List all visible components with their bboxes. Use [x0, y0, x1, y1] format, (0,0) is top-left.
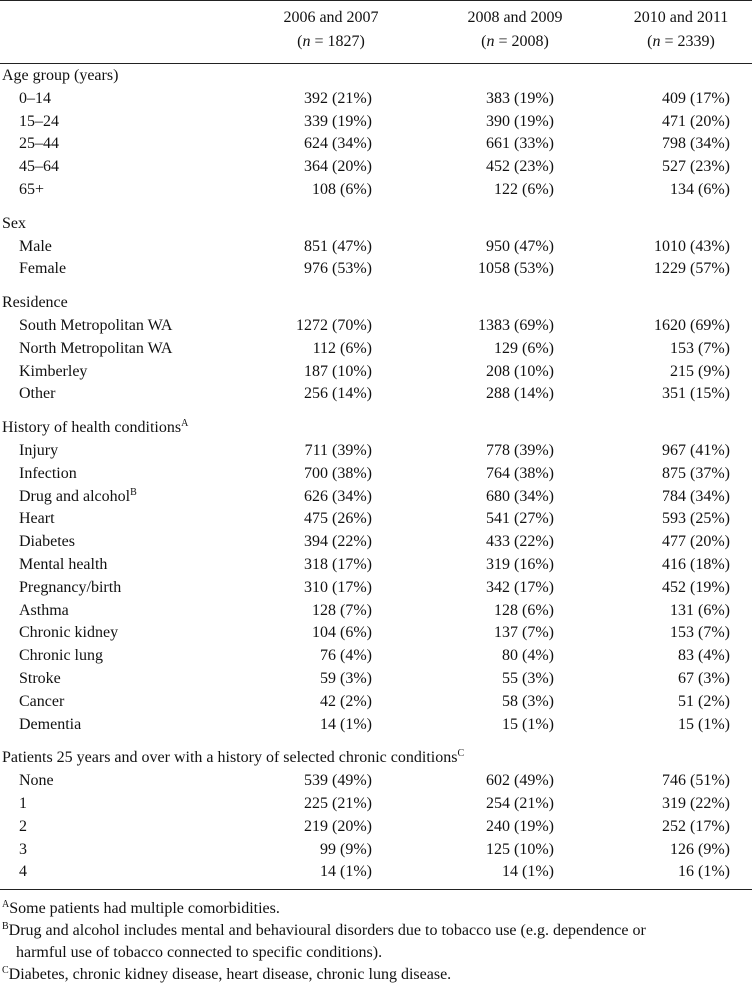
row-label-text: North Metropolitan WA [19, 339, 173, 357]
row-label-text: Asthma [19, 601, 69, 619]
table-cell: 318 (17%) [304, 555, 372, 573]
table-cell: 219 (20%) [304, 817, 372, 835]
row-label [19, 600, 69, 623]
table-cell: 950 (47%) [486, 237, 554, 255]
table-cell: 700 (38%) [304, 464, 372, 482]
table-cell: 153 (7%) [670, 624, 730, 642]
table-cell: 254 (21%) [486, 794, 554, 812]
table-cell: 153 (7%) [670, 339, 730, 357]
table-cell: 661 (33%) [486, 135, 554, 153]
table-cell: 14 (1%) [502, 863, 554, 881]
row-label [19, 440, 58, 463]
footnote-marker: C [457, 748, 465, 760]
table-footnotes [0, 898, 752, 986]
table-cell: 134 (6%) [670, 180, 730, 198]
footnote-text: Drug and alcohol includes mental and behavioural disorders due to tobacco use (e.g. dependence or [8, 922, 646, 939]
table-cell: 225 (21%) [304, 794, 372, 812]
table-cell: 851 (47%) [304, 237, 372, 255]
table-cell: 319 (16%) [486, 555, 554, 573]
group-heading-row [0, 747, 752, 770]
group-heading [2, 292, 68, 315]
row-label-text: Chronic kidney [19, 624, 119, 642]
column-header-count: (n = 2008) [481, 33, 549, 50]
table-row [0, 714, 752, 737]
row-label [19, 179, 44, 202]
row-label [19, 111, 59, 134]
group-heading-text: Patients 25 years and over with a history of selected chronic conditions [2, 749, 458, 767]
row-label-text: Injury [19, 441, 59, 459]
row-label [19, 258, 66, 281]
table-cell: 798 (34%) [662, 135, 730, 153]
footnote-marker: A [181, 418, 189, 430]
row-label [19, 668, 61, 691]
column-header-title: 2008 and 2009 [467, 9, 563, 26]
table-cell: 680 (34%) [486, 487, 554, 505]
row-label [19, 770, 54, 793]
row-label-text: Drug and alcohol [19, 487, 131, 505]
column-header-2008-2009 [440, 6, 590, 54]
table-cell: 252 (17%) [662, 817, 730, 835]
footnote [0, 964, 752, 986]
row-label-text: Male [19, 237, 52, 255]
table-row [0, 622, 752, 645]
table-cell: 99 (9%) [320, 840, 372, 858]
table-cell: 108 (6%) [312, 180, 372, 198]
table-cell: 875 (37%) [662, 464, 730, 482]
footnote-marker: B [130, 486, 137, 498]
table-row [0, 463, 752, 486]
table-top-rule [0, 0, 752, 1]
table-row [0, 383, 752, 406]
table-row [0, 668, 752, 691]
footnote-mark: C [2, 965, 9, 976]
table-cell: 128 (6%) [494, 601, 554, 619]
table-cell: 42 (2%) [320, 692, 372, 710]
table-cell: 624 (34%) [304, 135, 372, 153]
row-label [19, 236, 52, 259]
table-row [0, 179, 752, 202]
row-label [19, 645, 103, 668]
row-label [19, 793, 27, 816]
table-cell: 129 (6%) [494, 339, 554, 357]
table-row [0, 440, 752, 463]
row-label-text: Pregnancy/birth [19, 578, 122, 596]
table-cell: 131 (6%) [670, 601, 730, 619]
row-label-text: Cancer [19, 692, 65, 710]
row-label [19, 577, 121, 600]
table-cell: 383 (19%) [486, 89, 554, 107]
group-heading [2, 65, 118, 88]
table-bottom-rule [0, 889, 752, 890]
footnote-text: Diabetes, chronic kidney disease, heart disease, chronic lung disease. [8, 966, 452, 983]
group-heading [2, 747, 464, 770]
table-cell: 602 (49%) [486, 772, 554, 790]
row-label-text: Heart [19, 510, 55, 528]
table-cell: 475 (26%) [304, 510, 372, 528]
row-label-text: Infection [19, 464, 77, 482]
table-cell: 15 (1%) [502, 715, 554, 733]
table-row [0, 508, 752, 531]
group-heading-row [0, 65, 752, 88]
table-row [0, 645, 752, 668]
row-label-text: 3 [19, 840, 27, 858]
table-row [0, 816, 752, 839]
column-header-2006-2007 [256, 6, 406, 54]
table-cell: 80 (4%) [502, 647, 554, 665]
row-label-text: 45–64 [19, 158, 59, 176]
table-cell: 342 (17%) [486, 578, 554, 596]
table-cell: 541 (27%) [486, 510, 554, 528]
table-cell: 392 (21%) [304, 89, 372, 107]
table-cell: 83 (4%) [678, 647, 730, 665]
column-header-title: 2006 and 2007 [283, 9, 379, 26]
table-cell: 527 (23%) [662, 158, 730, 176]
table-cell: 112 (6%) [312, 339, 372, 357]
table-cell: 778 (39%) [486, 441, 554, 459]
row-label [19, 816, 27, 839]
table-cell: 394 (22%) [304, 533, 372, 551]
row-label-text: 4 [19, 863, 27, 881]
table-cell: 746 (51%) [662, 772, 730, 790]
table-row [0, 793, 752, 816]
row-label [19, 315, 172, 338]
table-cell: 339 (19%) [304, 112, 372, 130]
group-heading [2, 213, 26, 236]
table-row [0, 88, 752, 111]
row-label [19, 622, 118, 645]
table-row [0, 486, 752, 509]
row-label-text: 65+ [19, 180, 45, 198]
table-cell: 1620 (69%) [654, 316, 730, 334]
row-label [19, 839, 27, 862]
table-cell: 390 (19%) [486, 112, 554, 130]
table-cell: 967 (41%) [662, 441, 730, 459]
column-header-title: 2010 and 2011 [633, 9, 729, 26]
row-label-text: 1 [19, 794, 27, 812]
row-label [19, 861, 27, 884]
table-row [0, 691, 752, 714]
footnote-mark: B [2, 921, 9, 932]
table-row [0, 531, 752, 554]
table-row [0, 861, 752, 884]
table-row [0, 111, 752, 134]
table-cell: 433 (22%) [486, 533, 554, 551]
row-label-text: Other [19, 385, 56, 403]
table-cell: 126 (9%) [670, 840, 730, 858]
table-cell: 59 (3%) [320, 669, 372, 687]
table-row [0, 258, 752, 281]
table-row [0, 577, 752, 600]
table-cell: 409 (17%) [662, 89, 730, 107]
table-row [0, 156, 752, 179]
table-cell: 15 (1%) [678, 715, 730, 733]
row-label [19, 383, 55, 406]
row-label [19, 691, 64, 714]
table-cell: 187 (10%) [304, 362, 372, 380]
group-heading-row [0, 292, 752, 315]
table-cell: 128 (7%) [312, 601, 372, 619]
table-cell: 125 (10%) [486, 840, 554, 858]
table-cell: 976 (53%) [304, 260, 372, 278]
column-header-2010-2011 [606, 6, 752, 54]
table-cell: 416 (18%) [662, 555, 730, 573]
row-label [19, 508, 55, 531]
footnote-text: harmful use of tobacco connected to specific conditions). [16, 944, 383, 961]
table-cell: 256 (14%) [304, 385, 372, 403]
table-row [0, 236, 752, 259]
table-cell: 55 (3%) [502, 669, 554, 687]
table-row [0, 361, 752, 384]
row-label-text: 0–14 [19, 89, 51, 107]
group-heading-text: History of health conditions [2, 419, 182, 437]
row-label [19, 463, 77, 486]
row-label-text: 25–44 [19, 135, 59, 153]
footnote [0, 920, 752, 964]
table-cell: 1058 (53%) [478, 260, 554, 278]
group-heading-text: Age group (years) [2, 67, 119, 84]
table-cell: 16 (1%) [678, 863, 730, 881]
table-cell: 122 (6%) [494, 180, 554, 198]
row-label-text: Dementia [19, 715, 82, 733]
column-header-count: (n = 2339) [647, 33, 715, 50]
row-label [19, 133, 59, 156]
table-row [0, 554, 752, 577]
table-row [0, 770, 752, 793]
table-cell: 310 (17%) [304, 578, 372, 596]
table-body [0, 65, 752, 884]
row-label [19, 88, 51, 111]
table-cell: 711 (39%) [304, 441, 372, 459]
footnote [0, 898, 752, 920]
table-cell: 104 (6%) [312, 624, 372, 642]
table-row [0, 133, 752, 156]
row-label-text: South Metropolitan WA [19, 316, 173, 334]
row-label [19, 156, 59, 179]
table-cell: 364 (20%) [304, 158, 372, 176]
footnote-mark: A [2, 899, 10, 910]
table-cell: 137 (7%) [494, 624, 554, 642]
table-cell: 51 (2%) [678, 692, 730, 710]
table-cell: 319 (22%) [662, 794, 730, 812]
table-cell: 477 (20%) [662, 533, 730, 551]
row-label-text: 15–24 [19, 112, 59, 130]
group-heading-row [0, 213, 752, 236]
row-label [19, 486, 137, 509]
row-label [19, 338, 172, 361]
row-label-text: Female [19, 260, 67, 278]
row-label [19, 531, 75, 554]
table-header-rule [0, 63, 752, 64]
table-row [0, 338, 752, 361]
group-heading-text: Residence [2, 294, 68, 312]
table-cell: 626 (34%) [304, 487, 372, 505]
row-label-text: None [19, 772, 54, 790]
table-cell: 240 (19%) [486, 817, 554, 835]
row-label-text: Chronic lung [19, 647, 103, 665]
table-cell: 351 (15%) [662, 385, 730, 403]
table-cell: 452 (23%) [486, 158, 554, 176]
row-label [19, 361, 87, 384]
table-cell: 1383 (69%) [478, 316, 554, 334]
row-label-text: Stroke [19, 669, 61, 687]
row-label [19, 714, 81, 737]
table-cell: 593 (25%) [662, 510, 730, 528]
table-cell: 58 (3%) [502, 692, 554, 710]
footnote-text: Some patients had multiple comorbidities. [9, 900, 280, 917]
row-label-text: 2 [19, 817, 27, 835]
row-label-text: Mental health [19, 555, 108, 573]
column-header-count: (n = 1827) [297, 33, 365, 50]
row-label-text: Kimberley [19, 362, 88, 380]
table-cell: 67 (3%) [678, 669, 730, 687]
table-cell: 208 (10%) [486, 362, 554, 380]
row-label [19, 554, 107, 577]
table-cell: 539 (49%) [304, 772, 372, 790]
row-label-text: Diabetes [19, 533, 75, 551]
table-cell: 471 (20%) [662, 112, 730, 130]
table-cell: 14 (1%) [320, 863, 372, 881]
table-cell: 215 (9%) [670, 362, 730, 380]
table-row [0, 600, 752, 623]
table-cell: 1272 (70%) [296, 316, 372, 334]
table-row [0, 315, 752, 338]
table-cell: 76 (4%) [320, 647, 372, 665]
group-heading-text: Sex [2, 214, 26, 232]
table-cell: 452 (19%) [662, 578, 730, 596]
table-cell: 1229 (57%) [654, 260, 730, 278]
table-cell: 288 (14%) [486, 385, 554, 403]
table-row [0, 839, 752, 862]
table-cell: 784 (34%) [662, 487, 730, 505]
table-cell: 14 (1%) [320, 715, 372, 733]
group-heading [2, 417, 188, 440]
table-cell: 1010 (43%) [654, 237, 730, 255]
table-cell: 764 (38%) [486, 464, 554, 482]
group-heading-row [0, 417, 752, 440]
